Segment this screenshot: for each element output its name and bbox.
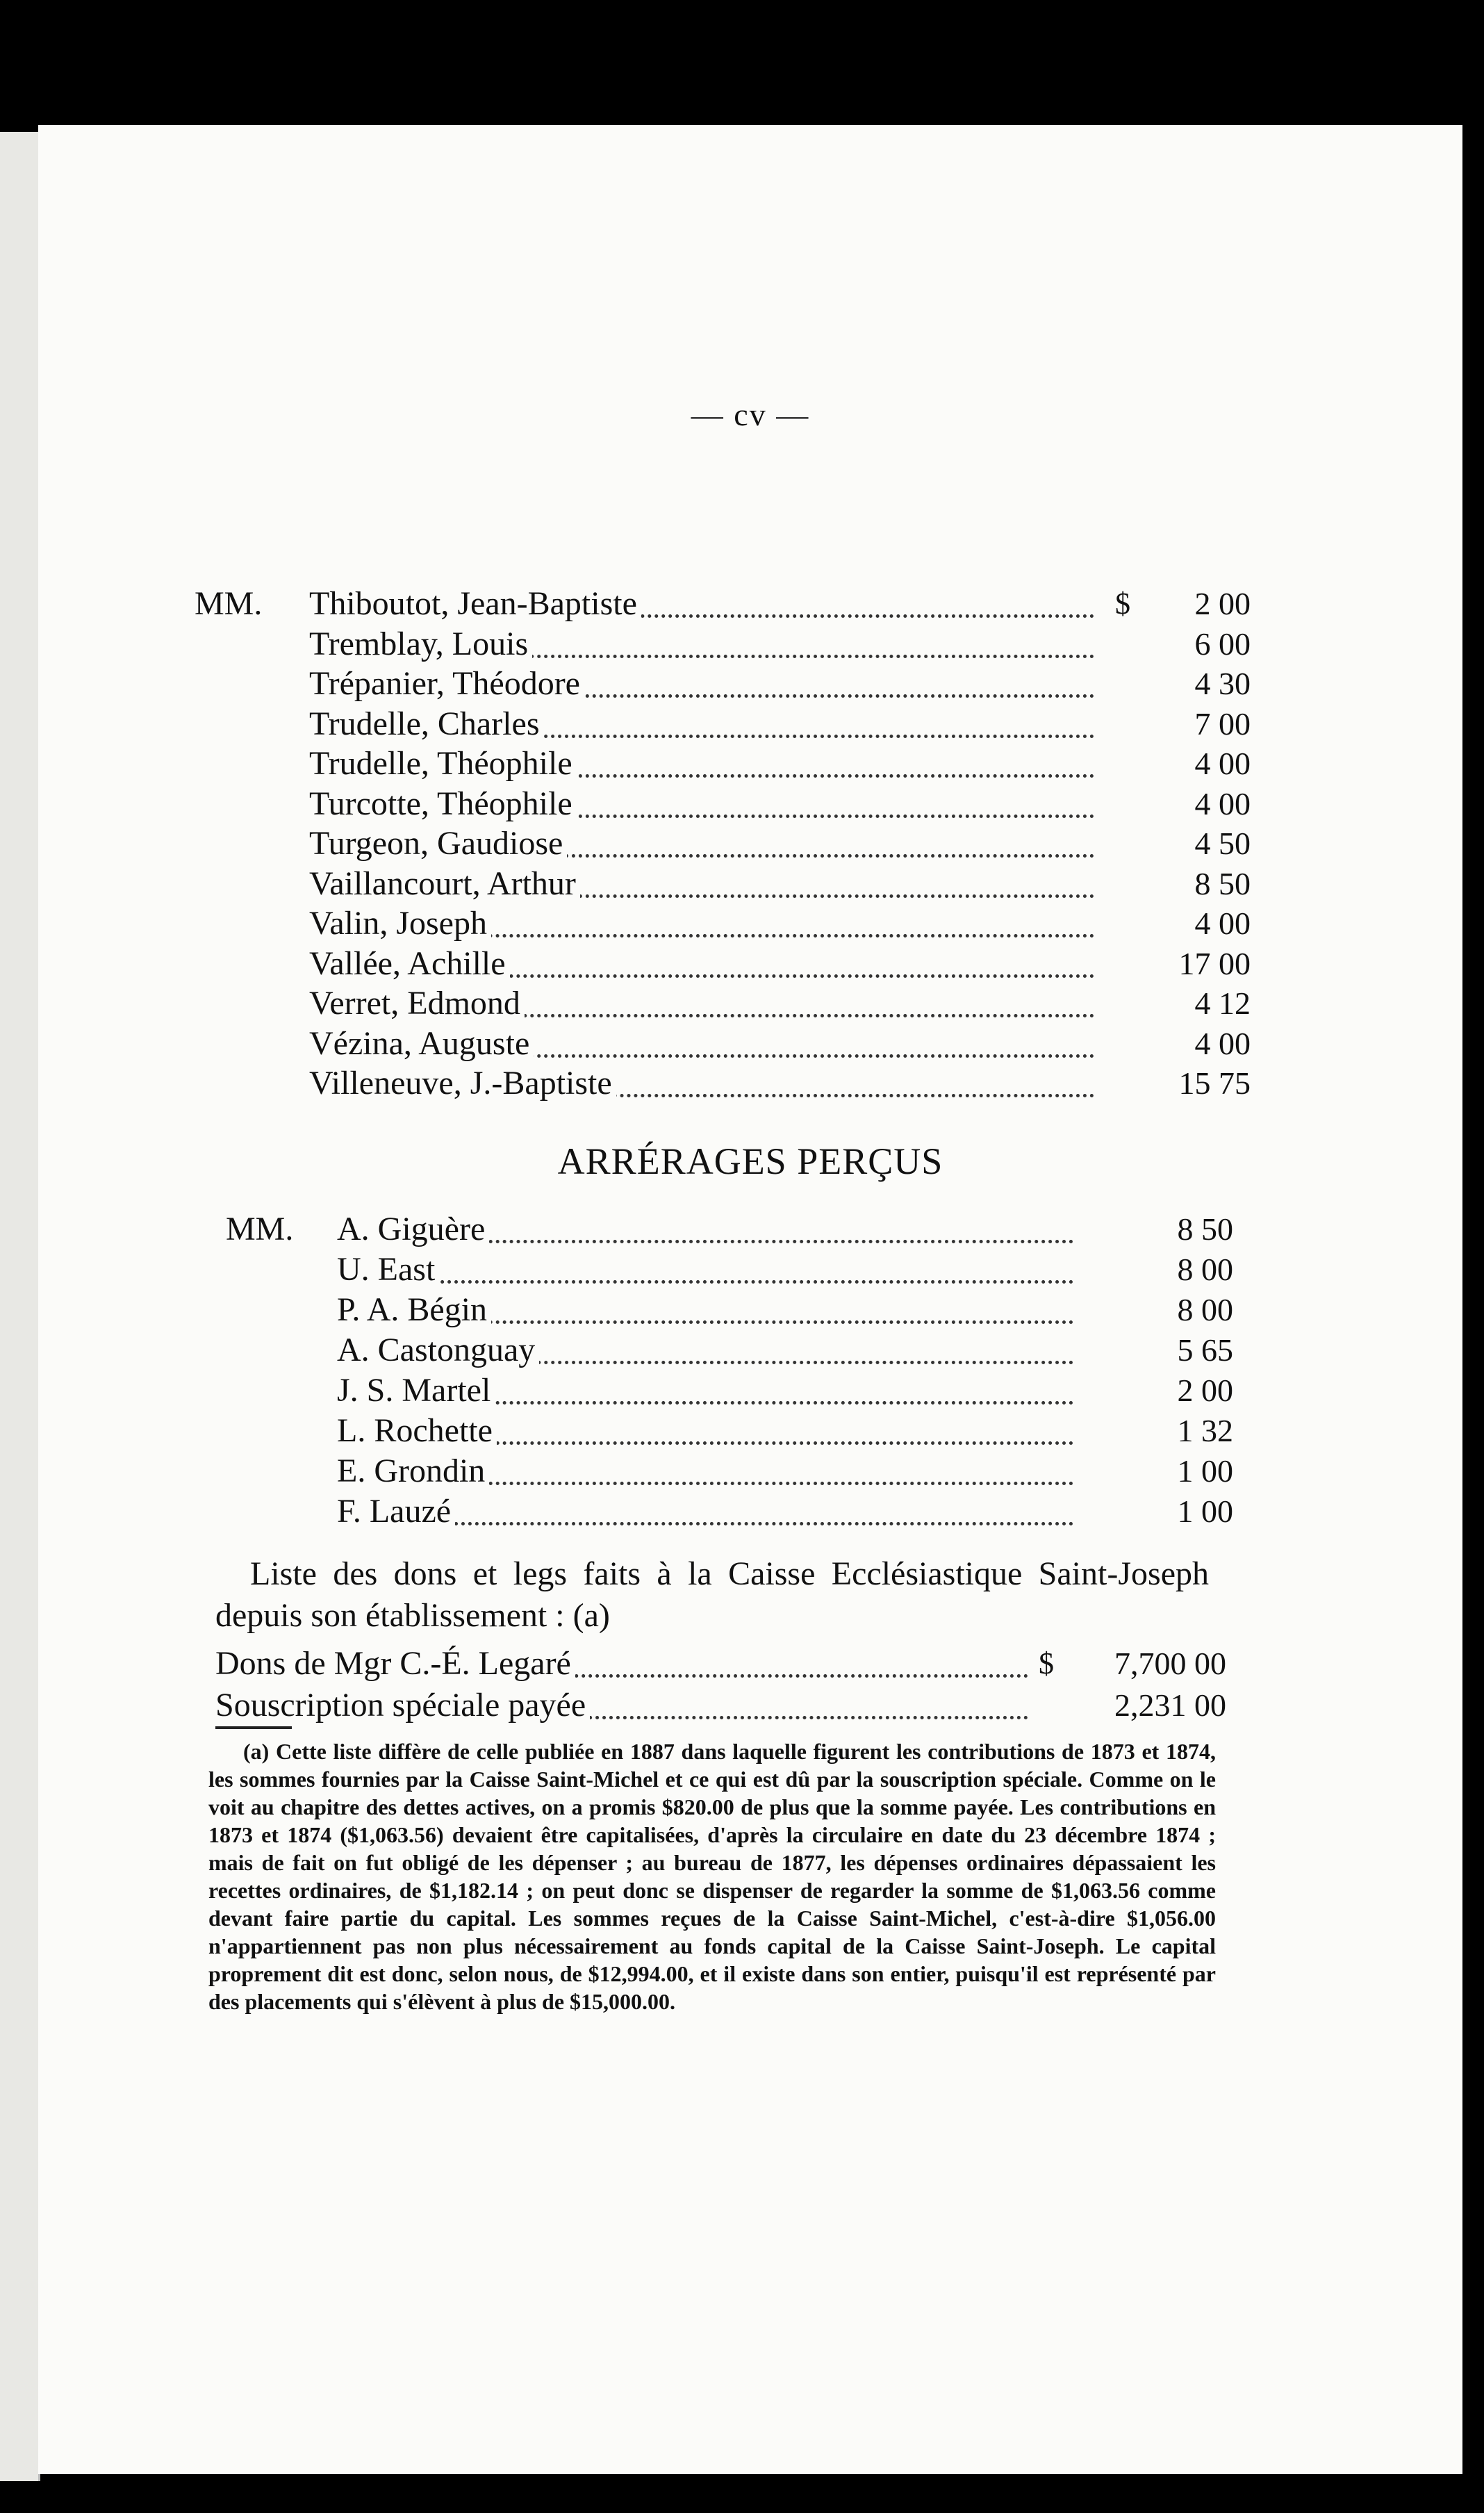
- entry-amount: 17 00: [1178, 945, 1251, 981]
- entry-name: Verret, Edmond: [309, 983, 525, 1024]
- entry-amount: 4 00: [1194, 1025, 1251, 1061]
- subscriber-row: [195, 903, 1251, 944]
- subscriber-row: [195, 983, 1251, 1024]
- subscriber-row: [195, 864, 1251, 904]
- footnote: (a) Cette liste diffère de celle publiée en 1887 dans laquelle figurent les contributions de 1873 et 1874, les sommes fournies par la Caisse Saint-Michel et ce qui est dû par la souscription spéciale. Comme on le voit au chapitre des dettes actives, on a promis $820.00 de plus que la somme payée. Les contributions en 1873 et 1874 ($1,063.56) devaient être capitalisées, d'après la circulaire en date du 23 décembre 1874 ; mais de fait on fut obligé de les dépenser ; au bureau de 1877, les dépenses ordinaires dépassaient les recettes ordinaires, de $1,182.14 ; on peut donc se dispenser de regarder la somme de $1,063.56 comme devant faire partie du capital. Les sommes reçues de la Caisse Saint-Michel, c'est-à-dire $1,056.00 n'appartiennent pas non plus nécessairement au fonds capital de la Caisse Saint-Joseph. Le capital proprement dit est donc, selon nous, de $12,994.00, et il existe dans son entier, puisqu'il est représenté par des placements qui s'élèvent à plus de $15,000.00.: [208, 1739, 1216, 2014]
- entry-amount: 4 00: [1194, 746, 1251, 781]
- entry-name: A. Giguère: [337, 1209, 489, 1250]
- entry-name: Trépanier, Théodore: [309, 664, 584, 704]
- entry-name: Villeneuve, J.-Baptiste: [309, 1063, 616, 1104]
- arrears-heading: ARRÉRAGES PERÇUS: [557, 1140, 943, 1182]
- entry-amount: 7 00: [1194, 705, 1251, 742]
- entry-name: Trudelle, Théophile: [309, 744, 577, 784]
- subscriber-row: [195, 704, 1251, 744]
- honorific-prefix: MM.: [195, 585, 263, 622]
- entry-amount: 8 50: [1177, 1211, 1233, 1247]
- arrears-row: [226, 1250, 1247, 1290]
- page-content: [38, 125, 1462, 2474]
- entry-amount: 7,700 00: [1114, 1646, 1226, 1681]
- entry-name: Vaillancourt, Arthur: [309, 864, 580, 904]
- entry-name: Turcotte, Théophile: [309, 784, 577, 824]
- page-spine: [0, 132, 40, 2481]
- entry-name: P. A. Bégin: [337, 1290, 491, 1330]
- subscriber-row: [195, 1063, 1251, 1104]
- entry-amount: 15 75: [1178, 1065, 1251, 1101]
- arrears-row: [226, 1370, 1247, 1411]
- subscriber-row: [195, 1024, 1251, 1064]
- currency-symbol: $: [1115, 587, 1130, 621]
- page-number: — cv —: [691, 397, 810, 432]
- entry-name: Trudelle, Charles: [309, 704, 544, 744]
- entry-name: Valin, Joseph: [309, 903, 491, 944]
- subscriber-row: [195, 784, 1251, 824]
- honorific-prefix: MM.: [226, 1211, 294, 1247]
- subscriber-row: [195, 664, 1251, 704]
- entry-name: Tremblay, Louis: [309, 624, 532, 664]
- entry-amount: 8 00: [1177, 1252, 1233, 1287]
- donation-row: [215, 1644, 1230, 1684]
- donations-intro-paragraph: Liste des dons et legs faits à la Caisse Ecclésiastique Saint-Joseph depuis son établissement : (a): [215, 1555, 1209, 1634]
- entry-name: A. Castonguay: [337, 1330, 539, 1370]
- entry-amount: 1 32: [1177, 1413, 1233, 1448]
- entry-amount: 8 50: [1194, 865, 1251, 901]
- entry-name: Souscription spéciale payée: [215, 1685, 590, 1726]
- dotted-leader: [337, 1280, 1073, 1284]
- entry-name: L. Rochette: [337, 1411, 497, 1451]
- entry-name: E. Grondin: [337, 1451, 489, 1491]
- arrears-row: [226, 1451, 1247, 1491]
- entry-amount: 2,231 00: [1114, 1687, 1226, 1723]
- entry-amount: 4 30: [1194, 666, 1251, 701]
- entry-amount: 1 00: [1177, 1493, 1233, 1529]
- entry-name: Thiboutot, Jean-Baptiste: [309, 584, 641, 624]
- entry-name: Vallée, Achille: [309, 944, 510, 984]
- arrears-row: [226, 1209, 1247, 1250]
- subscriber-row: [195, 944, 1251, 984]
- entry-amount: 4 12: [1194, 985, 1251, 1021]
- subscriber-row: [195, 744, 1251, 784]
- entry-name: U. East: [337, 1250, 439, 1290]
- entry-name: Turgeon, Gaudiose: [309, 824, 567, 864]
- donation-row: [215, 1685, 1230, 1726]
- entry-name: Vézina, Auguste: [309, 1024, 534, 1064]
- arrears-row: [226, 1290, 1247, 1330]
- entry-name: F. Lauzé: [337, 1491, 455, 1532]
- subscriber-row: [195, 824, 1251, 864]
- entry-amount: 6 00: [1194, 625, 1251, 662]
- entry-amount: 5 65: [1177, 1332, 1233, 1368]
- entry-amount: 2 00: [1194, 586, 1251, 621]
- subscriber-row: [195, 584, 1251, 624]
- entry-amount: 4 00: [1194, 785, 1251, 821]
- arrears-row: [226, 1411, 1247, 1451]
- entry-name: Dons de Mgr C.-É. Legaré: [215, 1644, 575, 1684]
- entry-amount: 2 00: [1177, 1373, 1233, 1408]
- entry-amount: 8 00: [1177, 1292, 1233, 1327]
- entry-amount: 1 00: [1177, 1453, 1233, 1489]
- document-page: [38, 125, 1462, 2474]
- arrears-row: [226, 1330, 1247, 1370]
- subscriber-row: [195, 624, 1251, 664]
- entry-amount: 4 00: [1194, 906, 1251, 941]
- entry-name: J. S. Martel: [337, 1370, 495, 1411]
- footnote-rule: [215, 1726, 292, 1729]
- entry-amount: 4 50: [1194, 826, 1251, 861]
- arrears-row: [226, 1491, 1247, 1532]
- currency-symbol: $: [1039, 1646, 1054, 1680]
